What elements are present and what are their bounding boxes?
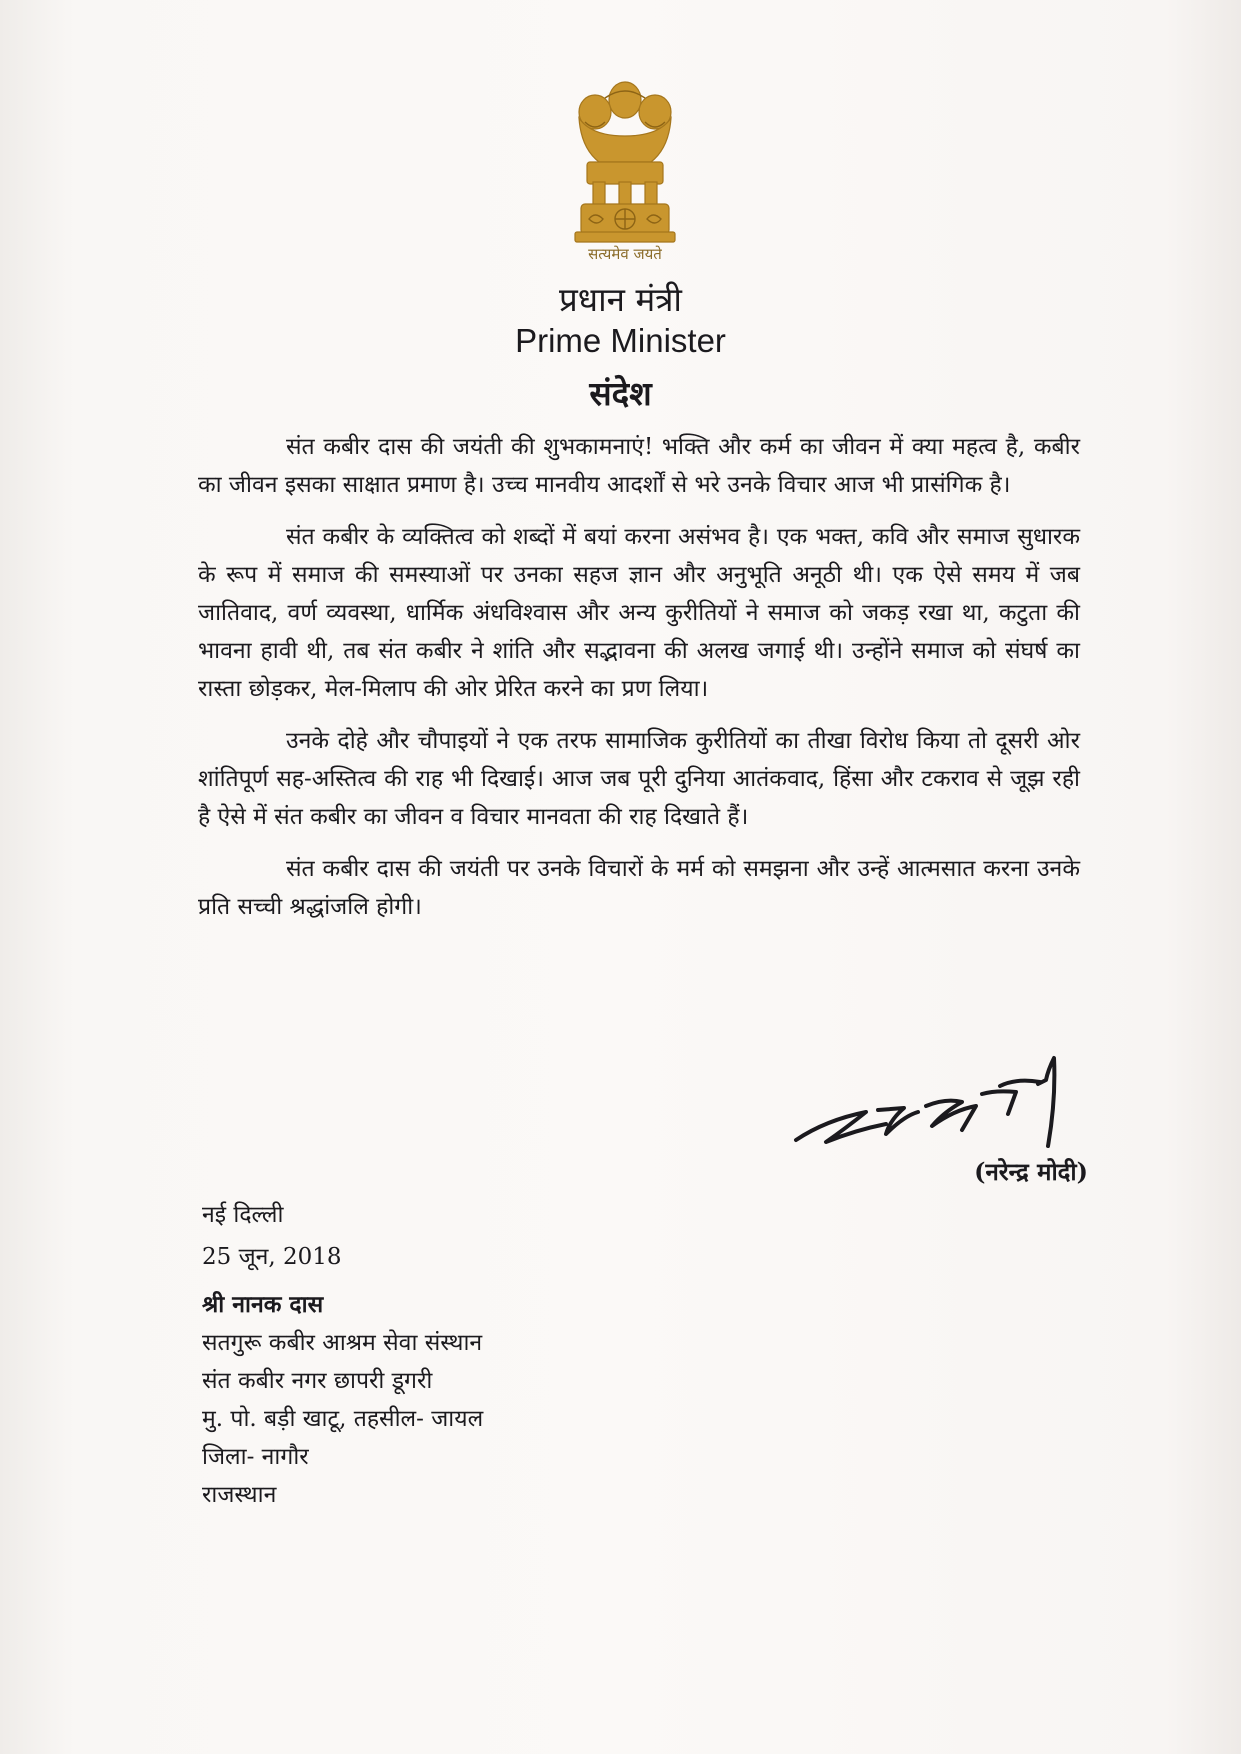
message-paragraph: उनके दोहे और चौपाइयों ने एक तरफ सामाजिक कुरीतियों का तीखा विरोध किया तो दूसरी ओर शांतिपूर्ण सह-अस्तित्व की राह भी दिखाई। आज जब पूरी दुनिया आतंकवाद, हिंसा और टकराव से जूझ रही है ऐसे में संत कबीर का जीवन व विचार मानवता की राह दिखाते हैं।: [198, 728, 1080, 830]
dispatch-date: 25 जून, 2018: [202, 1244, 342, 1270]
message-paragraph: संत कबीर दास की जयंती पर उनके विचारों के मर्म को समझना और उन्हें आत्मसात करना उनके प्रति सच्ची श्रद्धांजलि होगी।: [198, 856, 1080, 920]
office-title-hindi: प्रधान मंत्री: [559, 280, 682, 319]
signatory-name: (नरेन्द्र मोदी): [974, 1157, 1088, 1186]
address-block: [202, 1196, 702, 1514]
dispatch-place: नई दिल्ली: [202, 1202, 284, 1228]
office-title-english: Prime Minister: [515, 322, 726, 359]
message-paragraph: संत कबीर दास की जयंती की शुभकामनाएं! भक्ति और कर्म का जीवन में क्या महत्व है, कबीर का जीवन इसका साक्षात प्रमाण है। उच्च मानवीय आदर्शों से भरे उनके विचार आज भी प्रासंगिक है।: [198, 434, 1080, 498]
national-emblem-icon: [565, 78, 685, 248]
recipient-address-line: मु. पो. बड़ी खाटू, तहसील- जायल: [202, 1406, 484, 1432]
document-heading: संदेश: [589, 374, 652, 413]
recipient-address-line: राजस्थान: [202, 1482, 277, 1508]
message-body: [198, 428, 1080, 940]
recipient-name: श्री नानक दास: [202, 1291, 324, 1318]
recipient-address-line: सतगुरू कबीर आश्रम सेवा संस्थान: [202, 1330, 483, 1356]
recipient-address-line: संत कबीर नगर छापरी डूगरी: [202, 1368, 433, 1394]
emblem-motto: सत्यमेव जयते: [588, 245, 662, 263]
message-paragraph: संत कबीर के व्यक्तित्व को शब्दों में बयां करना असंभव है। एक भक्त, कवि और समाज सुधारक के रूप में समाज की समस्याओं पर उनका सहज ज्ञान और अनुभूति अनूठी थी। एक ऐसे समय में जब जातिवाद, वर्ण व्यवस्था, धार्मिक अंधविश्वास और अन्य कुरीतियों ने समाज को जकड़ रखा था, कटुता की भावना हावी थी, तब संत कबीर ने शांति और सद्भावना की अलख जगाई थी। उन्होंने समाज को संघर्ष का रास्ता छोड़कर, मेल-मिलाप की ओर प्रेरित करने का प्रण लिया।: [198, 524, 1080, 702]
handwritten-signature: [786, 1050, 1086, 1160]
recipient-address-line: जिला- नागौर: [202, 1444, 309, 1470]
